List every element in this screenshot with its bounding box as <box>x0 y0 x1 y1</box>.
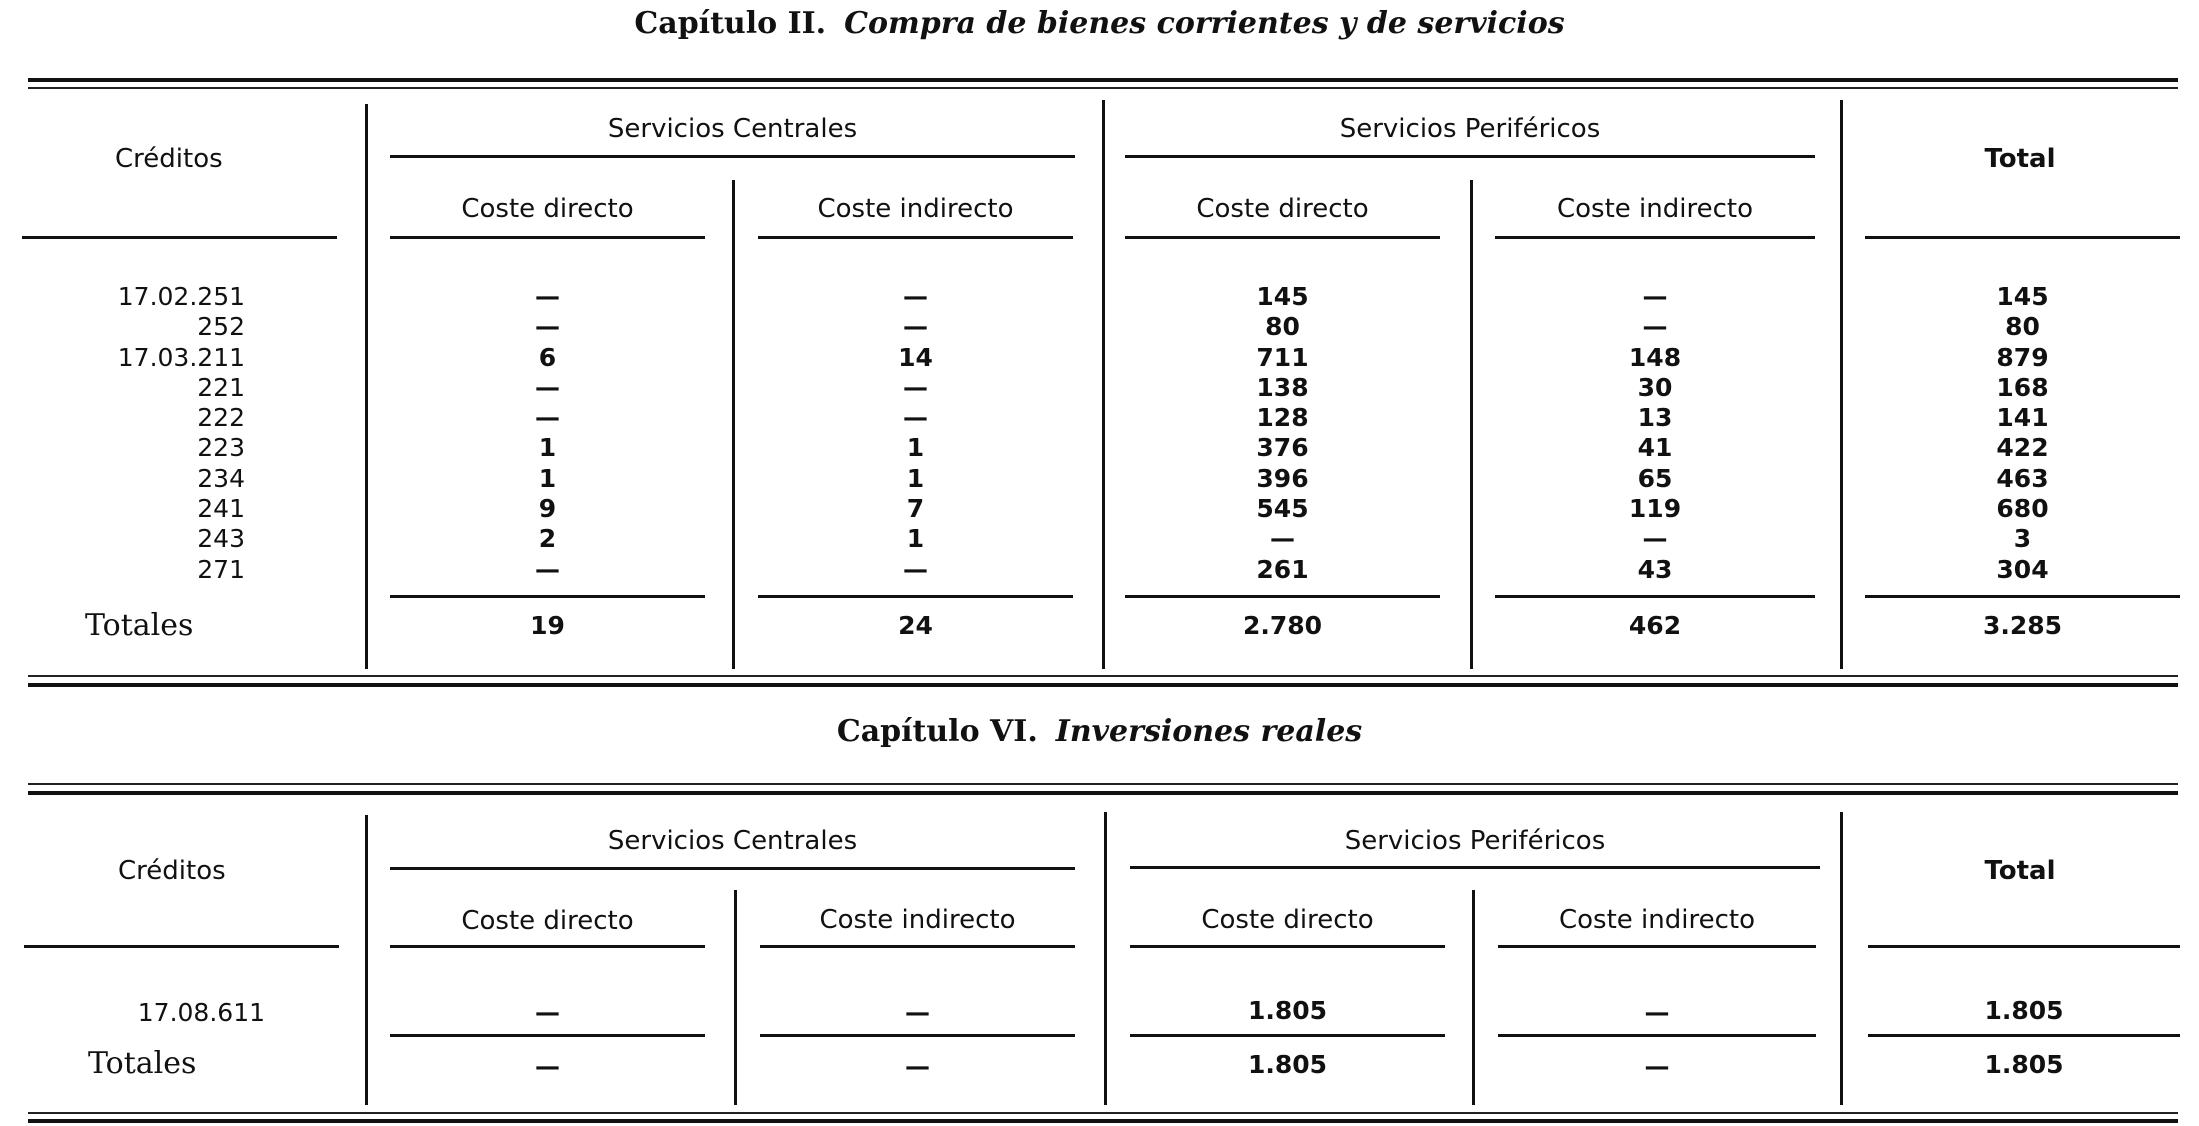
cell-c-dir: — <box>535 282 560 311</box>
cell-p-dir: 396 <box>1256 463 1309 493</box>
rule6-top-outer <box>28 783 2178 785</box>
rule-hdr-c-ind <box>758 236 1073 239</box>
header-perifericos-coste-directo: Coste directo <box>1196 194 1369 224</box>
vsep-centrales-perifericos <box>1102 100 1105 669</box>
vsep6-creditos <box>365 815 368 1105</box>
cell-c-dir: 1 <box>538 463 557 493</box>
cell-c-ind: — <box>903 282 928 311</box>
cell-c-dir: 9 <box>538 494 557 524</box>
header-perifericos-coste-indirecto: Coste indirecto <box>1556 194 1753 224</box>
vsep6-total <box>1840 812 1843 1105</box>
column-centrales-indirecto <box>758 282 1073 585</box>
cell-c-ind: 1 <box>906 524 925 554</box>
cell-credito: 241 <box>197 494 245 524</box>
cell-p-ind: 65 <box>1637 463 1673 493</box>
rule-tot-p-ind <box>1495 595 1815 598</box>
rule6-bottom-outer <box>28 1119 2178 1123</box>
total-p-dir: 2.780 <box>1242 611 1323 640</box>
cell-c-dir: 2 <box>538 524 557 554</box>
cell-total: 3 <box>2013 524 2032 554</box>
total-c-ind: 24 <box>898 611 933 640</box>
column-perifericos-indirecto <box>1495 282 1815 585</box>
vsep6-perifericos-inner <box>1472 890 1475 1105</box>
cell-total: 80 <box>2005 312 2040 342</box>
vsep6-centrales-perifericos <box>1104 812 1107 1105</box>
cell-p-dir: 80 <box>1265 312 1300 342</box>
row6-p-dir: 1.805 <box>1247 996 1328 1025</box>
cell-total: 304 <box>1996 554 2049 584</box>
header-creditos: Créditos <box>115 144 223 174</box>
rule6-hdr-p-ind <box>1498 945 1816 948</box>
cell-credito: 243 <box>197 524 245 554</box>
cell-credito: 252 <box>197 312 245 342</box>
header6-perifericos-coste-directo: Coste directo <box>1201 905 1374 935</box>
cell-credito: 17.02.251 <box>117 282 245 311</box>
vsep-creditos <box>365 104 368 669</box>
cell-total: 145 <box>1996 282 2049 311</box>
chapter2-title <box>0 6 2199 41</box>
row6-c-ind: — <box>905 998 930 1027</box>
header6-perifericos-coste-indirecto: Coste indirecto <box>1558 905 1755 935</box>
cell-p-ind: 30 <box>1637 372 1673 402</box>
rule-tot-c-dir <box>390 595 705 598</box>
cell-c-dir: 6 <box>538 342 557 372</box>
rule6-centrales <box>390 867 1075 870</box>
rule-tot-total <box>1865 595 2180 598</box>
cell-total: 168 <box>1996 372 2049 402</box>
total6-c-dir: — <box>535 1052 560 1081</box>
header-servicios-perifericos: Servicios Periféricos <box>1339 114 1601 144</box>
total6-p-ind: — <box>1644 1052 1670 1081</box>
cell-total: 463 <box>1996 463 2049 493</box>
vsep-centrales-inner <box>732 180 735 669</box>
rule6-hdr-c-dir <box>390 945 705 948</box>
cell-c-ind: 1 <box>906 433 925 463</box>
cell-c-ind: — <box>903 372 928 402</box>
rule-perifericos <box>1125 155 1815 158</box>
vsep-total <box>1840 100 1843 669</box>
column-perifericos-directo <box>1125 282 1440 585</box>
cell-p-dir: 128 <box>1256 403 1309 433</box>
cell-c-ind: — <box>903 403 928 433</box>
vsep6-centrales-inner <box>734 890 737 1105</box>
rule-centrales <box>390 155 1075 158</box>
cell-c-ind: 7 <box>906 494 925 524</box>
rule-top-outer <box>28 78 2178 82</box>
rule-hdr-p-dir <box>1125 236 1440 239</box>
cell-credito: 223 <box>197 433 245 463</box>
cell-p-dir: — <box>1270 524 1295 554</box>
cell-p-dir: 376 <box>1256 433 1309 463</box>
rule6-tot-p-ind <box>1498 1034 1816 1037</box>
cell-p-dir: 138 <box>1256 372 1309 402</box>
rule-tot-p-dir <box>1125 595 1440 598</box>
cell-total: 422 <box>1996 433 2049 463</box>
chapter6-title-prefix: Capítulo VI. <box>836 714 1038 749</box>
rule-hdr-c-dir <box>390 236 705 239</box>
row6-p-ind: — <box>1644 998 1670 1027</box>
cell-p-ind: — <box>1642 524 1668 554</box>
rule6-perifericos <box>1130 866 1820 869</box>
rule-hdr-total <box>1865 236 2180 239</box>
cell-credito: 234 <box>197 463 245 493</box>
total6-p-dir: 1.805 <box>1247 1050 1328 1079</box>
cell-p-ind: 43 <box>1637 554 1673 584</box>
cell-credito: 222 <box>197 403 245 433</box>
cell-total: 680 <box>1996 494 2049 524</box>
total-p-ind: 462 <box>1628 611 1682 640</box>
cell-c-ind: — <box>903 554 928 584</box>
rule6-hdr-total <box>1868 945 2180 948</box>
cell-credito: 17.03.211 <box>117 342 245 372</box>
row6-total: 1.805 <box>1984 996 2064 1025</box>
cell-c-dir: 1 <box>538 433 557 463</box>
total6-total: 1.805 <box>1984 1050 2064 1079</box>
cell-p-ind: 13 <box>1637 403 1673 433</box>
rule-bottom-inner <box>28 675 2178 677</box>
rule6-hdr-c-ind <box>760 945 1075 948</box>
cell-p-dir: 711 <box>1256 342 1309 372</box>
chapter6-title <box>0 714 2199 749</box>
chapter6-title-italic: Inversiones reales <box>1055 714 1363 749</box>
cell-p-dir: 261 <box>1256 554 1309 584</box>
cell-c-dir: — <box>535 554 560 584</box>
cell-c-ind: 14 <box>898 342 933 372</box>
cell-p-dir: 145 <box>1256 282 1309 311</box>
header6-servicios-centrales: Servicios Centrales <box>607 826 858 856</box>
cell-p-ind: — <box>1642 282 1668 311</box>
cell-c-ind: — <box>903 312 928 342</box>
total-c-dir: 19 <box>530 611 565 640</box>
header6-centrales-coste-directo: Coste directo <box>461 906 634 936</box>
rule6-bottom-inner <box>28 1112 2178 1114</box>
cell-p-ind: — <box>1642 312 1668 342</box>
rule-bottom-outer <box>28 683 2178 687</box>
row6-credito: 17.08.611 <box>137 998 265 1027</box>
cell-c-dir: — <box>535 403 560 433</box>
chapter2-title-prefix: Capítulo II. <box>634 6 827 41</box>
header-servicios-centrales: Servicios Centrales <box>607 114 858 144</box>
total-total: 3.285 <box>1982 611 2063 640</box>
rule6-tot-total <box>1868 1034 2180 1037</box>
row6-c-dir: — <box>535 998 560 1027</box>
totals6-label: Totales <box>88 1046 197 1081</box>
cell-total: 879 <box>1996 342 2049 372</box>
total6-c-ind: — <box>905 1052 930 1081</box>
rule-tot-c-ind <box>758 595 1073 598</box>
rule6-tot-c-dir <box>390 1034 705 1037</box>
cell-p-ind: 41 <box>1637 433 1673 463</box>
column-total <box>1865 282 2180 585</box>
rule6-tot-p-dir <box>1130 1034 1445 1037</box>
column-creditos <box>60 282 245 585</box>
header-centrales-coste-directo: Coste directo <box>461 194 634 224</box>
rule-hdr-creditos <box>22 236 337 239</box>
header-centrales-coste-indirecto: Coste indirecto <box>817 194 1014 224</box>
rule6-tot-c-ind <box>760 1034 1075 1037</box>
cell-c-dir: — <box>535 372 560 402</box>
column-centrales-directo <box>390 282 705 585</box>
cell-p-ind: 148 <box>1628 342 1682 372</box>
cell-p-ind: 119 <box>1628 494 1682 524</box>
rule-top-inner <box>28 87 2178 89</box>
header6-centrales-coste-indirecto: Coste indirecto <box>819 905 1016 935</box>
cell-total: 141 <box>1996 403 2049 433</box>
rule6-hdr-p-dir <box>1130 945 1445 948</box>
cell-credito: 221 <box>197 372 245 402</box>
rule-hdr-p-ind <box>1495 236 1815 239</box>
cell-credito: 271 <box>197 554 245 584</box>
totals-label: Totales <box>85 608 194 643</box>
vsep-perifericos-inner <box>1470 180 1473 669</box>
header-total: Total <box>1984 144 2056 174</box>
cell-c-ind: 1 <box>906 463 925 493</box>
cell-c-dir: — <box>535 312 560 342</box>
header6-servicios-perifericos: Servicios Periféricos <box>1344 826 1606 856</box>
rule6-hdr-creditos <box>24 945 339 948</box>
chapter2-title-italic: Compra de bienes corrientes y de servicios <box>844 6 1565 41</box>
rule6-top-inner <box>28 791 2178 795</box>
header6-total: Total <box>1984 856 2056 886</box>
header6-creditos: Créditos <box>118 856 226 886</box>
cell-p-dir: 545 <box>1256 494 1309 524</box>
